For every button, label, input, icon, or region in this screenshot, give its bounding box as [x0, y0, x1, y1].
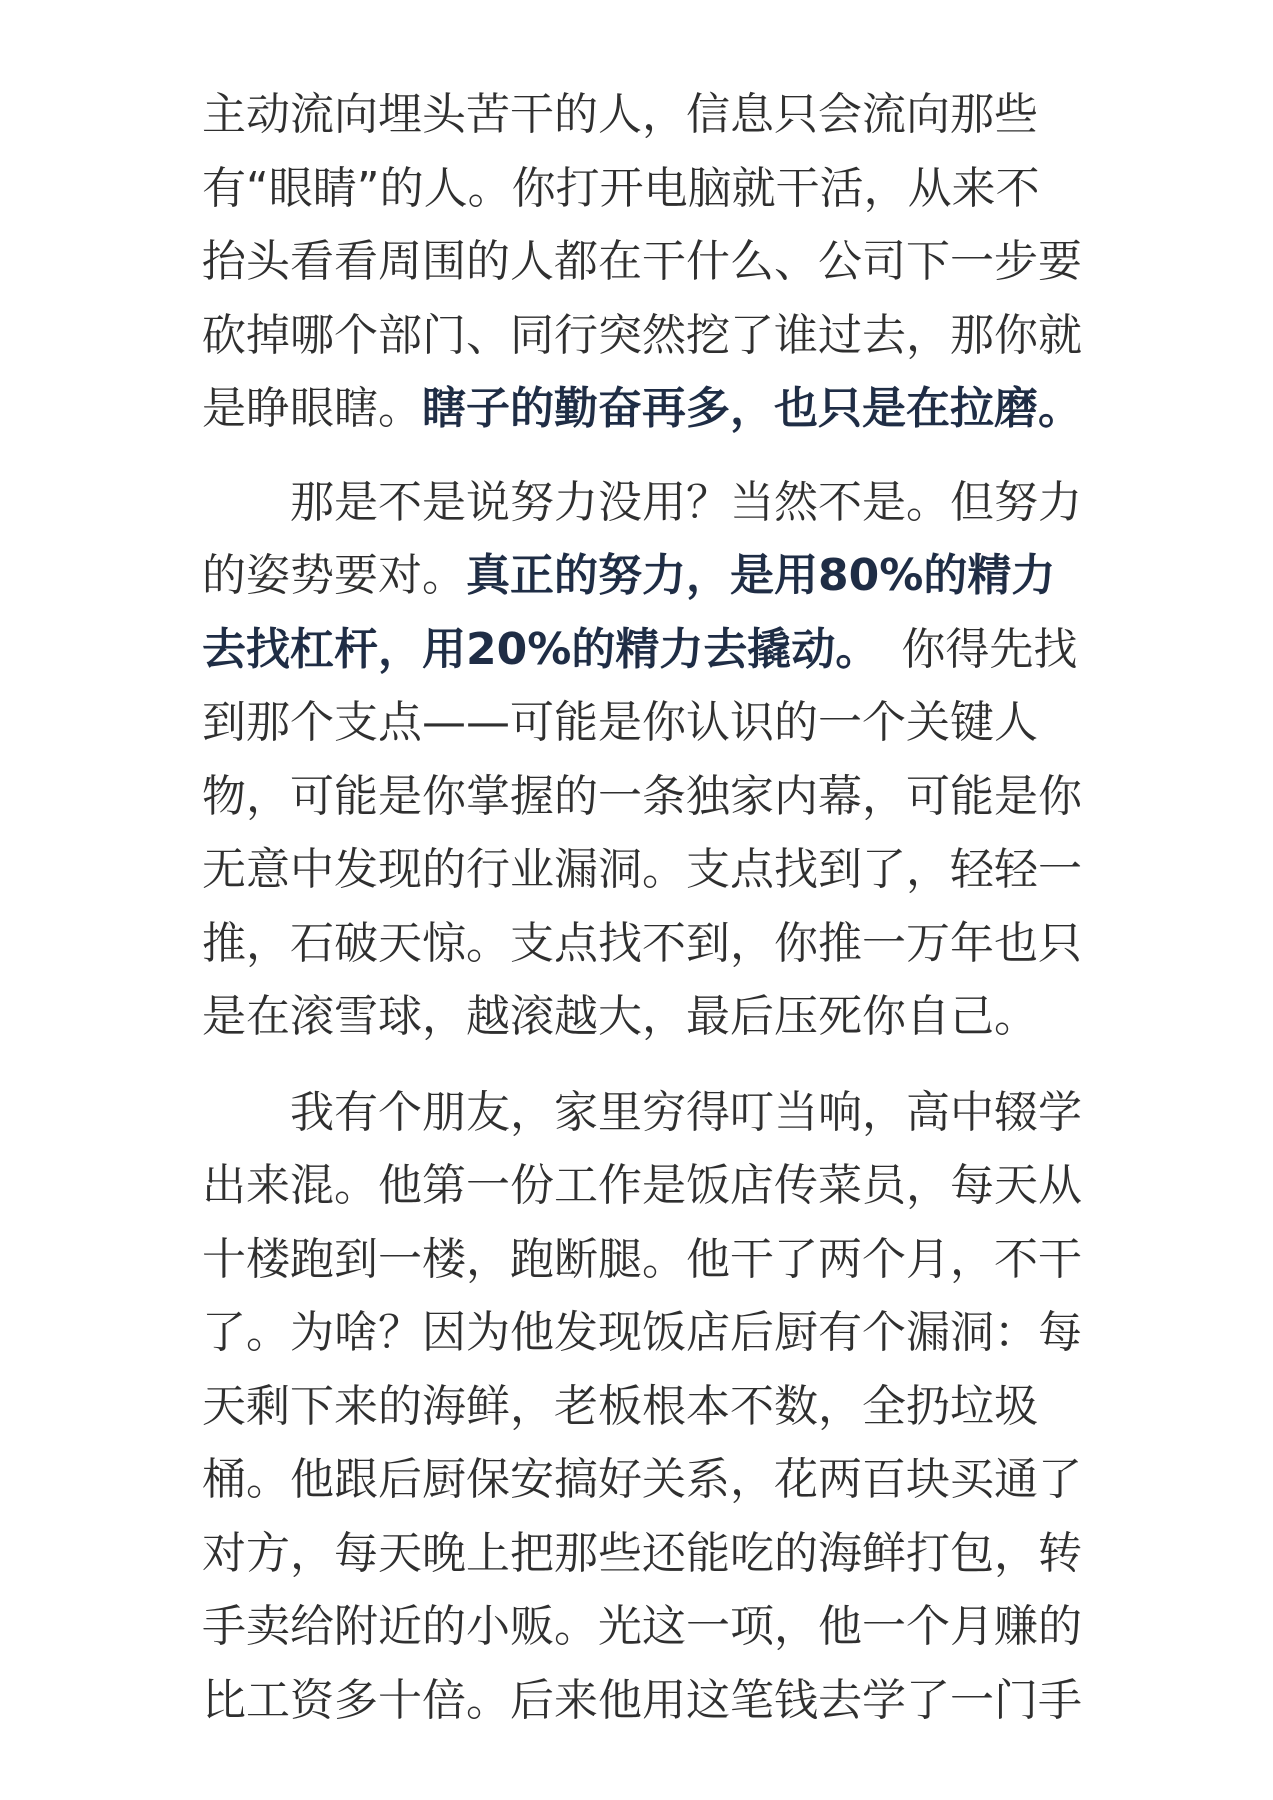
- body-text: 到那个支点——可能是你认识的一个关键人: [202, 697, 1038, 748]
- body-text: 十楼跑到一楼，跑断腿。他干了两个月，不干: [202, 1233, 1082, 1285]
- body-text: 那是不是说努力没用？当然不是。但努力: [290, 476, 1082, 528]
- article-body: [202, 78, 1082, 1737]
- text-line: [202, 833, 1082, 907]
- body-text: 主动流向埋头苦干的人，信息只会流向那些: [202, 89, 1038, 140]
- body-text: 天剩下来的海鲜，老板根本不数，全扔垃圾: [202, 1380, 1038, 1432]
- text-line: [202, 686, 1082, 760]
- body-text: 是在滚雪球，越滚越大，最后压死你自己。: [202, 991, 1038, 1042]
- body-text: 砍掉哪个部门、同行突然挖了谁过去，那你就: [202, 309, 1082, 361]
- text-line: [202, 907, 1082, 981]
- text-line: [202, 1223, 1082, 1297]
- paragraph-2: [202, 466, 1082, 1054]
- body-text: 桶。他跟后厨保安搞好关系，花两百块买通了: [202, 1454, 1082, 1505]
- text-line: [202, 466, 1082, 540]
- body-text: 我有个朋友，家里穷得叮当响，高中辍学: [290, 1086, 1082, 1138]
- text-line: [202, 152, 1082, 226]
- text-line: [202, 1590, 1082, 1664]
- paragraph-3: [202, 1076, 1082, 1738]
- text-line: [202, 78, 1082, 152]
- bold-text: 瞎子的勤奋再多，也只是在拉磨。: [422, 383, 1082, 434]
- paragraph-1: [202, 78, 1082, 446]
- text-line: [202, 225, 1082, 299]
- body-text: 对方，每天晚上把那些还能吃的海鲜打包，转: [202, 1527, 1082, 1579]
- body-text: 物，可能是你掌握的一条独家内幕，可能是你: [202, 770, 1082, 822]
- text-line: [202, 539, 1082, 613]
- body-text: 有“眼睛”的人。你打开电脑就干活，从来不: [202, 162, 1040, 214]
- text-line: [202, 1443, 1082, 1517]
- bold-text: 去找杠杆，用20%的精力去撬动。: [202, 623, 858, 675]
- body-text: 无意中发现的行业漏洞。支点找到了，轻轻一: [202, 844, 1082, 895]
- text-line: [202, 760, 1082, 834]
- text-line: [202, 1076, 1082, 1150]
- text-line: [202, 1296, 1082, 1370]
- text-line: [202, 1664, 1082, 1738]
- body-text: 推，石破天惊。支点找不到，你推一万年也只: [202, 917, 1082, 969]
- bold-text: 真正的努力，是用80%的精力: [466, 550, 1056, 601]
- body-text: 抬头看看周围的人都在干什么、公司下一步要: [202, 236, 1082, 287]
- text-line: [202, 613, 1082, 687]
- body-text: 手卖给附近的小贩。光这一项，他一个月赚的: [202, 1601, 1082, 1652]
- body-text: 了。为啥？因为他发现饭店后厨有个漏洞：每: [202, 1307, 1082, 1358]
- text-line: [202, 1370, 1082, 1444]
- text-line: [202, 1149, 1082, 1223]
- body-text: 比工资多十倍。后来他用这笔钱去学了一门手: [202, 1674, 1082, 1726]
- text-line: [202, 1517, 1082, 1591]
- body-text: 出来混。他第一份工作是饭店传菜员，每天从: [202, 1160, 1082, 1211]
- body-text: 是睁眼瞎。: [202, 383, 422, 434]
- body-text: 你得先找: [857, 623, 1078, 675]
- text-line: [202, 980, 1082, 1054]
- text-line: [202, 299, 1082, 373]
- body-text: 的姿势要对。: [202, 550, 466, 601]
- text-line: [202, 372, 1082, 446]
